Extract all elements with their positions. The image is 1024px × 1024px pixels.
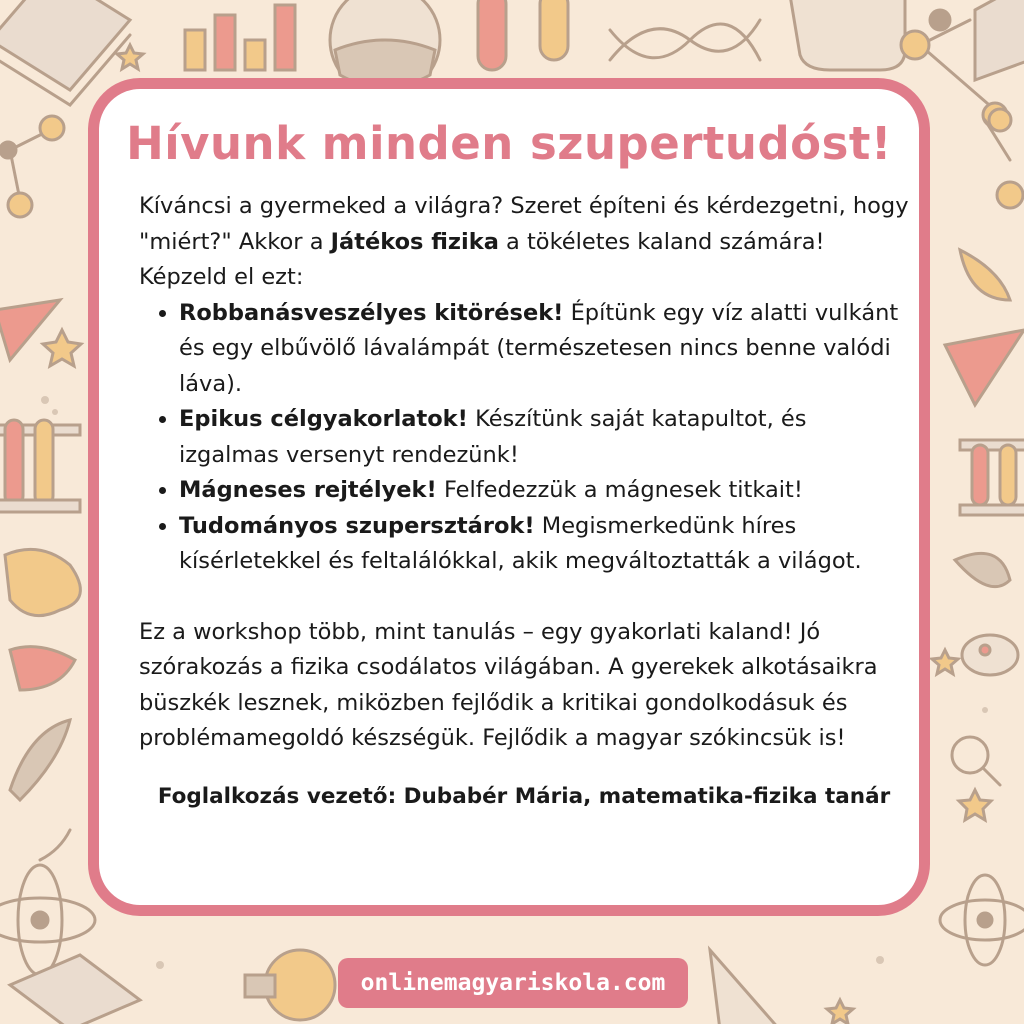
atom-icon: [940, 875, 1024, 965]
list-item-heading: Tudományos szupersztárok!: [179, 512, 535, 539]
leaf-icon: [955, 553, 1010, 586]
book-icon: [10, 955, 140, 1024]
workshop-paragraph: Ez a workshop több, mint tanulás – egy gyakorlati kaland! Jó szórakozás a fizika csodálatos világában. A gyerekek alkotásaikra büszkék lesznek, miközben fejlődik a kritikai gondolkodásuk és problémamegoldó készségük. Fejlődik a magyar szókincsük is!: [139, 618, 878, 751]
dna-icon: [610, 20, 760, 60]
content-card: [88, 78, 930, 916]
teacher-line: Foglalkozás vezető: Dubabér Mária, matematika-fizika tanár: [157, 783, 891, 809]
website-link[interactable]: onlinemagyariskola.com: [338, 958, 688, 1008]
imagine-line: Képzeld el ezt:: [139, 264, 304, 290]
book-icon: [975, 0, 1024, 80]
molecule-icon: [0, 116, 64, 217]
bacteria-icon: [5, 549, 80, 690]
list-item: [179, 473, 909, 509]
intro-text-end: a tökéletes kaland számára!: [498, 228, 825, 255]
magnifier-icon: [952, 737, 1000, 785]
list-item-heading: Robbanásveszélyes kitörések!: [179, 299, 564, 326]
leaf-icon: [10, 720, 70, 860]
content-body: [139, 189, 909, 814]
paper-plane-icon: [945, 330, 1024, 405]
leaf-icon: [960, 250, 1010, 300]
molecule-icon: [985, 109, 1023, 208]
list-item-text: Megismerkedünk híres kísérletekkel és feltalálókkal, akik megváltoztatták a világot.: [179, 512, 862, 574]
page-title: Hívunk minden szupertudóst!: [126, 117, 892, 170]
test-tube-icon: [960, 440, 1024, 515]
program-name: Játékos fizika: [330, 228, 499, 255]
bacteria-icon: [962, 635, 1018, 675]
list-item-text: Építünk egy víz alatti vulkánt és egy elbűvölő lávalámpát (természetesen nincs benne valódi láva).: [179, 299, 899, 397]
list-item: [179, 509, 909, 580]
list-item: [179, 296, 909, 403]
list-item-text: Készítünk saját katapultot, és izgalmas versenyt rendezünk!: [179, 406, 807, 468]
activity-list: [139, 296, 909, 580]
bar-chart-icon: [185, 5, 295, 70]
list-item-heading: Mágneses rejtélyek!: [179, 477, 437, 503]
list-item: [179, 402, 909, 473]
test-tube-icon: [478, 0, 568, 70]
intro-paragraph: [139, 189, 909, 260]
test-tube-icon: [0, 420, 80, 512]
light-bulb-icon: [245, 950, 335, 1020]
flask-icon: [790, 0, 905, 70]
spacer: [139, 580, 909, 615]
intro-text-start: Kíváncsi a gyermeked a világra? Szeret építeni és kérdezgetni, hogy "miért?" Akkor a: [139, 193, 909, 255]
flask-icon: [710, 950, 780, 1024]
list-item-heading: Epikus célgyakorlatok!: [179, 406, 468, 432]
list-item-text: Felfedezzük a mágnesek titkait!: [436, 477, 803, 503]
